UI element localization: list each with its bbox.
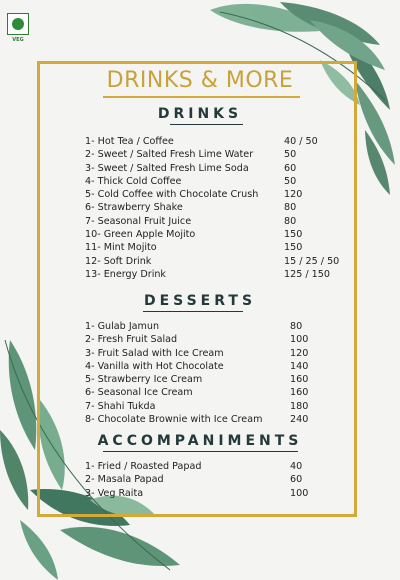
item-name: 1- Fried / Roasted Papad [85,461,202,472]
item-price: 150 [284,229,303,241]
veg-label: VEG [12,37,24,43]
item-price: 100 [290,487,309,499]
item-price: 120 [290,347,309,359]
item-name: 1- Hot Tea / Coffee [85,136,174,147]
veg-box-icon [7,13,29,35]
item-name: 5- Cold Coffee with Chocolate Crush [85,189,259,201]
veg-badge [7,13,29,43]
item-price: 160 [290,387,309,399]
menu-title: DRINKS & MORE [106,68,294,93]
item-name: 3- Fruit Salad with Ice Cream [85,347,224,359]
title-underline [103,96,300,98]
item-name: 2- Masala Papad [85,474,164,486]
item-price: 60 [284,162,297,174]
item-price: 180 [290,400,309,412]
item-price: 160 [290,374,309,386]
drinks-heading: DRINKS [157,106,243,122]
item-price: 150 [284,242,303,254]
desserts-heading: DESSERTS [143,293,257,309]
accompaniments-heading-underline [103,451,298,452]
item-name: 7- Shahi Tukda [85,400,156,412]
item-name: 6- Seasonal Ice Cream [85,387,193,399]
drinks-heading-underline [170,124,243,125]
item-price: 100 [290,334,309,346]
item-price: 40 [290,461,303,472]
item-price: 80 [284,215,297,227]
item-price: 50 [284,149,297,161]
item-name: 13- Energy Drink [85,268,166,280]
item-name: 10- Green Apple Mojito [85,229,196,241]
item-price: 15 / 25 / 50 [284,255,340,267]
item-name: 5- Strawberry Ice Cream [85,374,203,386]
item-price: 120 [284,189,303,201]
veg-dot-icon [12,18,24,30]
item-price: 80 [284,202,297,214]
item-name: 7- Seasonal Fruit Juice [85,215,192,227]
item-name: 12- Soft Drink [85,255,152,267]
item-name: 4- Thick Cold Coffee [85,175,182,187]
item-price: 50 [284,175,297,187]
item-price: 40 / 50 [284,136,318,147]
item-name: 6- Strawberry Shake [85,202,183,214]
item-price: 60 [290,474,303,486]
item-name: 4- Vanilla with Hot Chocolate [85,360,224,372]
item-name: 3- Sweet / Salted Fresh Lime Soda [85,162,249,174]
item-price: 240 [290,414,309,426]
item-price: 125 / 150 [284,268,330,280]
accompaniments-heading: ACCOMPANIMENTS [97,433,303,449]
item-name: 2- Sweet / Salted Fresh Lime Water [85,149,254,161]
item-name: 2- Fresh Fruit Salad [85,334,178,346]
item-name: 3- Veg Raita [85,487,144,499]
item-name: 11- Mint Mojito [85,242,157,254]
item-price: 140 [290,360,309,372]
item-name: 8- Chocolate Brownie with Ice Cream [85,414,263,426]
item-name: 1- Gulab Jamun [85,321,160,332]
item-price: 80 [290,321,303,332]
desserts-heading-underline [143,311,243,312]
